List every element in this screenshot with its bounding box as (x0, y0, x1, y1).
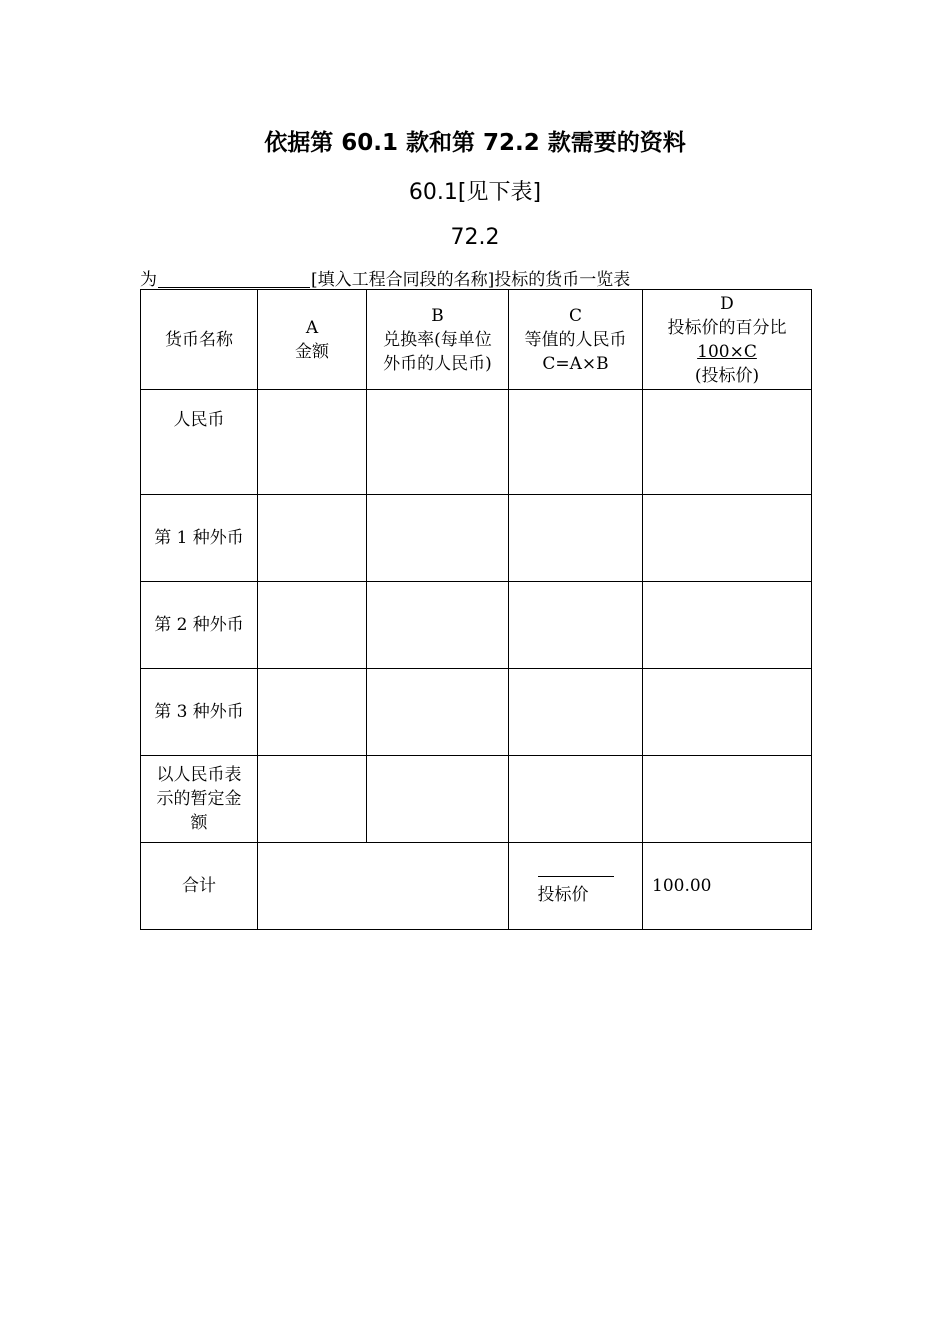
provisional-sum-line3: 额 (190, 813, 208, 833)
header-col-b-line1: 兑换率(每单位 (383, 329, 492, 350)
cell-percentage (643, 390, 812, 495)
total-label: 合计 (141, 843, 258, 930)
table-row (141, 582, 812, 669)
cell-equivalent (509, 495, 643, 582)
section-heading-72-2: 72.2 (450, 225, 500, 250)
cell-equivalent (509, 390, 643, 495)
header-col-b-letter: B (431, 305, 444, 326)
cell-amount (258, 756, 367, 843)
cell-amount (258, 582, 367, 669)
total-c-cell (509, 843, 643, 930)
table-caption (140, 265, 630, 290)
table-row (141, 390, 812, 495)
total-c-value: 投标价 (538, 876, 614, 907)
cell-percentage (643, 756, 812, 843)
cell-equivalent (509, 582, 643, 669)
cell-rate (367, 495, 509, 582)
header-currency-name: 货币名称 (141, 290, 258, 390)
header-col-c-line2: C=A×B (542, 353, 609, 374)
total-d-value: 100.00 (643, 843, 812, 930)
page-title: 依据第 60.1 款和第 72.2 款需要的资料 (264, 130, 686, 156)
caption-prefix: 为 (140, 270, 157, 290)
header-col-b (367, 290, 509, 390)
provisional-sum-line2: 示的暂定金 (156, 789, 242, 809)
cell-rate (367, 669, 509, 756)
header-col-d-line2: 100×C (697, 341, 757, 362)
header-col-a (258, 290, 367, 390)
cell-percentage (643, 582, 812, 669)
row-label-provisional-sum (141, 756, 258, 843)
table-row (141, 756, 812, 843)
row-label-foreign-1: 第 1 种外币 (141, 495, 258, 582)
section-heading-60-1: 60.1[见下表] (408, 180, 542, 205)
cell-equivalent (509, 756, 643, 843)
total-empty-cell (258, 843, 509, 930)
cell-rate (367, 390, 509, 495)
currency-table (140, 289, 812, 930)
caption-suffix: [填入工程合同段的名称]投标的货币一览表 (311, 270, 631, 290)
header-col-c-line1: 等值的人民币 (524, 329, 627, 350)
header-col-c-letter: C (568, 305, 582, 326)
table-total-row (141, 843, 812, 930)
cell-equivalent (509, 669, 643, 756)
cell-amount (258, 495, 367, 582)
row-label-foreign-3: 第 3 种外币 (141, 669, 258, 756)
cell-percentage (643, 669, 812, 756)
contract-name-blank (158, 270, 310, 288)
provisional-sum-line1: 以人民币表 (156, 765, 242, 785)
row-label-foreign-2: 第 2 种外币 (141, 582, 258, 669)
header-col-d (643, 290, 812, 390)
header-col-b-line2: 外币的人民币) (383, 353, 492, 374)
header-col-d-letter: D (720, 293, 734, 314)
header-col-d-line3: (投标价) (694, 365, 760, 386)
table-row (141, 669, 812, 756)
header-col-a-label: 金额 (295, 341, 329, 362)
cell-rate (367, 756, 509, 843)
cell-amount (258, 669, 367, 756)
header-col-d-line1: 投标价的百分比 (667, 317, 787, 338)
cell-percentage (643, 495, 812, 582)
header-col-a-letter: A (305, 317, 319, 338)
table-header-row (141, 290, 812, 390)
header-col-c (509, 290, 643, 390)
cell-rate (367, 582, 509, 669)
table-row (141, 495, 812, 582)
row-label-rmb: 人民币 (141, 390, 258, 495)
cell-amount (258, 390, 367, 495)
